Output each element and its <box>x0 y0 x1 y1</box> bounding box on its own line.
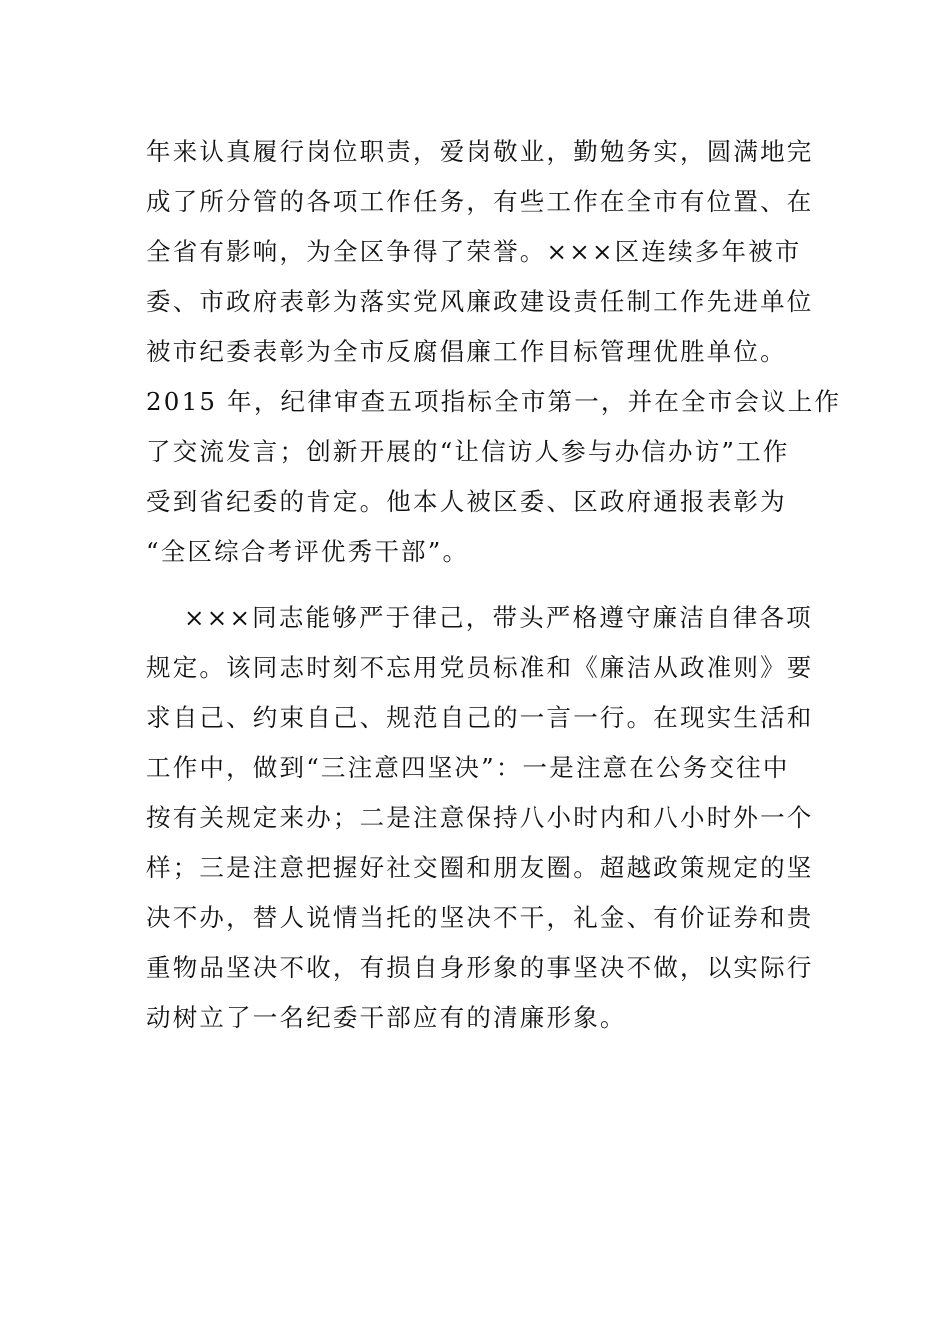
text-line: 动树立了一名纪委干部应有的清廉形象。 <box>146 1003 627 1032</box>
text-line: 决不办，替人说情当托的坚决不干，礼金、有价证券和贵 <box>146 903 814 932</box>
text-line: 委、市政府表彰为落实党风廉政建设责任制工作先进单位 <box>146 287 814 316</box>
text-line: 受到省纪委的肯定。他本人被区委、区政府通报表彰为 <box>146 487 787 516</box>
text-line: 了交流发言；创新开展的“让信访人参与办信办访”工作 <box>146 437 790 466</box>
text-line: 规定。该同志时刻不忘用党员标准和《廉洁从政准则》要 <box>146 653 814 682</box>
text-line: 成了所分管的各项工作任务，有些工作在全市有位置、在 <box>146 187 814 216</box>
text-line: ×××同志能够严于律己，带头严格遵守廉洁自律各项 <box>184 603 813 632</box>
text-line: “全区综合考评优秀干部”。 <box>146 537 470 566</box>
text-line: 工作中，做到“三注意四坚决”：一是注意在公务交往中 <box>146 753 790 782</box>
text-line: 重物品坚决不收，有损自身形象的事坚决不做，以实际行 <box>146 953 814 982</box>
text-line: 样；三是注意把握好社交圈和朋友圈。超越政策规定的坚 <box>146 853 814 882</box>
text-line: 2015 年，纪律审查五项指标全市第一，并在全市会议上作 <box>146 387 842 416</box>
text-line: 按有关规定来办；二是注意保持八小时内和八小时外一个 <box>146 803 814 832</box>
text-line: 全省有影响，为全区争得了荣誉。×××区连续多年被市 <box>146 237 802 266</box>
text-line: 求自己、约束自己、规范自己的一言一行。在现实生活和 <box>146 703 814 732</box>
text-line: 年来认真履行岗位职责，爱岗敬业，勤勉务实，圆满地完 <box>146 137 814 166</box>
text-line: 被市纪委表彰为全市反腐倡廉工作目标管理优胜单位。 <box>146 337 787 366</box>
